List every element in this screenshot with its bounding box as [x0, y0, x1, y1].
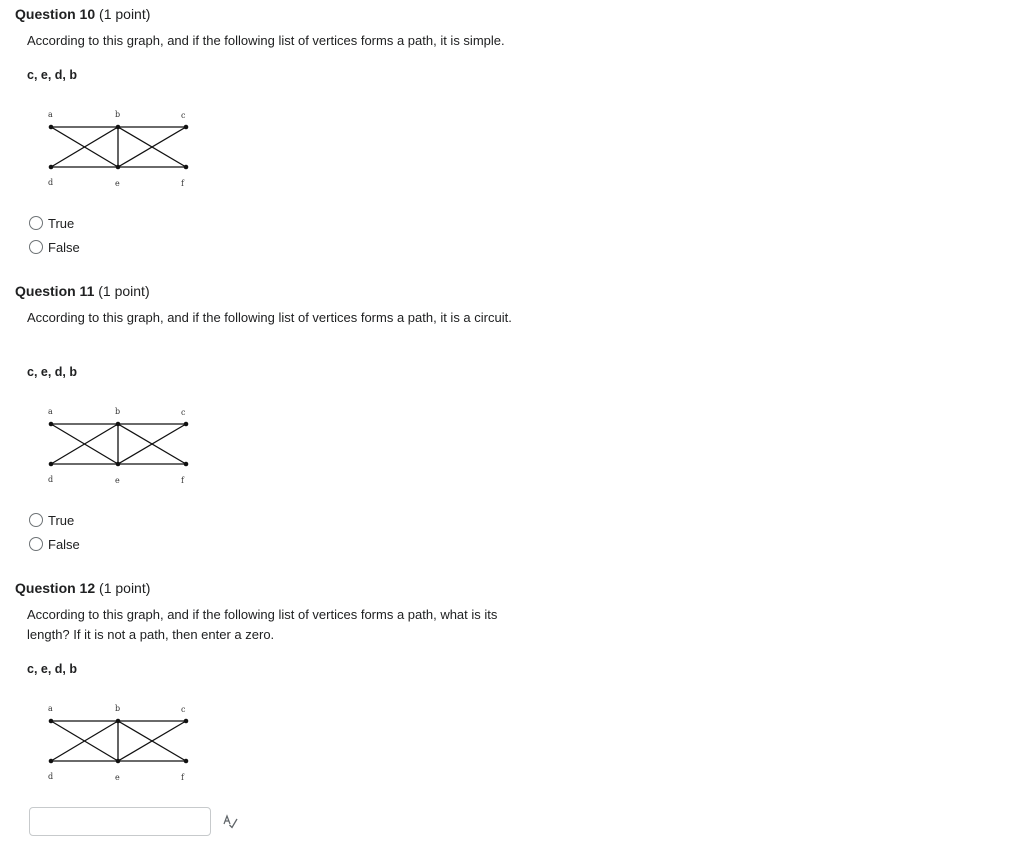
vertex-e: [116, 759, 121, 764]
vertex-sequence: c, e, d, b: [27, 365, 78, 379]
option-label: True: [48, 512, 75, 528]
option-false[interactable]: [29, 534, 80, 554]
spellcheck-icon[interactable]: [222, 813, 238, 829]
question-title: [15, 282, 150, 300]
vertex-c: [184, 719, 189, 724]
vertex-b: [116, 125, 121, 130]
option-false[interactable]: [29, 237, 80, 257]
vertex-label-b: b: [115, 407, 121, 416]
question-title: [15, 579, 150, 597]
vertex-label-d: d: [48, 772, 54, 781]
vertex-label-f: f: [181, 179, 184, 188]
graph-image: [33, 105, 203, 195]
vertex-label-f: f: [181, 773, 184, 782]
vertex-label-e: e: [115, 476, 120, 485]
vertex-b: [116, 422, 121, 427]
vertex-sequence: c, e, d, b: [27, 662, 78, 676]
question-number: Question 12: [15, 580, 96, 596]
vertex-d: [49, 759, 54, 764]
question-text: According to this graph, and if the following list of vertices forms a path, it is a circuit.: [27, 310, 512, 325]
vertex-label-f: f: [181, 476, 184, 485]
option-label: True: [48, 215, 75, 231]
question-points: (1 point): [99, 580, 151, 596]
vertex-a: [49, 125, 54, 130]
graph-svg: [33, 105, 203, 195]
vertex-label-e: e: [115, 179, 120, 188]
option-true[interactable]: [29, 213, 74, 233]
radio-false[interactable]: [29, 537, 43, 551]
vertex-label-c: c: [181, 111, 186, 120]
vertex-label-e: e: [115, 773, 120, 782]
answer-input[interactable]: [29, 807, 211, 836]
vertex-label-d: d: [48, 475, 54, 484]
vertex-a: [49, 719, 54, 724]
vertex-label-b: b: [115, 704, 121, 713]
vertex-c: [184, 422, 189, 427]
graph-svg: [33, 699, 203, 789]
question-number: Question 10: [15, 6, 96, 22]
spellcheck-icon-svg: [222, 813, 238, 829]
question-number: Question 11: [15, 283, 95, 299]
graph-svg: [33, 402, 203, 492]
graph-image: [33, 402, 203, 492]
vertex-e: [116, 462, 121, 467]
vertex-e: [116, 165, 121, 170]
radio-true[interactable]: [29, 513, 43, 527]
question-points: (1 point): [99, 6, 151, 22]
vertex-a: [49, 422, 54, 427]
vertex-label-a: a: [48, 110, 53, 119]
vertex-d: [49, 462, 54, 467]
vertex-label-a: a: [48, 407, 53, 416]
vertex-f: [184, 759, 189, 764]
question-text: According to this graph, and if the following list of vertices forms a path, it is simple.: [27, 33, 505, 48]
question-points: (1 point): [98, 283, 150, 299]
vertex-label-c: c: [181, 705, 186, 714]
vertex-b: [116, 719, 121, 724]
radio-true[interactable]: [29, 216, 43, 230]
question-text: According to this graph, and if the following list of vertices forms a path, what is its length? If it is not a path, then enter a zero.: [27, 607, 498, 642]
option-label: False: [48, 239, 80, 255]
question-title: [15, 5, 150, 23]
vertex-f: [184, 462, 189, 467]
radio-false[interactable]: [29, 240, 43, 254]
vertex-label-c: c: [181, 408, 186, 417]
option-true[interactable]: [29, 510, 74, 530]
vertex-label-a: a: [48, 704, 53, 713]
vertex-label-d: d: [48, 178, 54, 187]
option-label: False: [48, 536, 80, 552]
vertex-f: [184, 165, 189, 170]
vertex-sequence: c, e, d, b: [27, 68, 78, 82]
vertex-c: [184, 125, 189, 130]
vertex-d: [49, 165, 54, 170]
graph-image: [33, 699, 203, 789]
vertex-label-b: b: [115, 110, 121, 119]
